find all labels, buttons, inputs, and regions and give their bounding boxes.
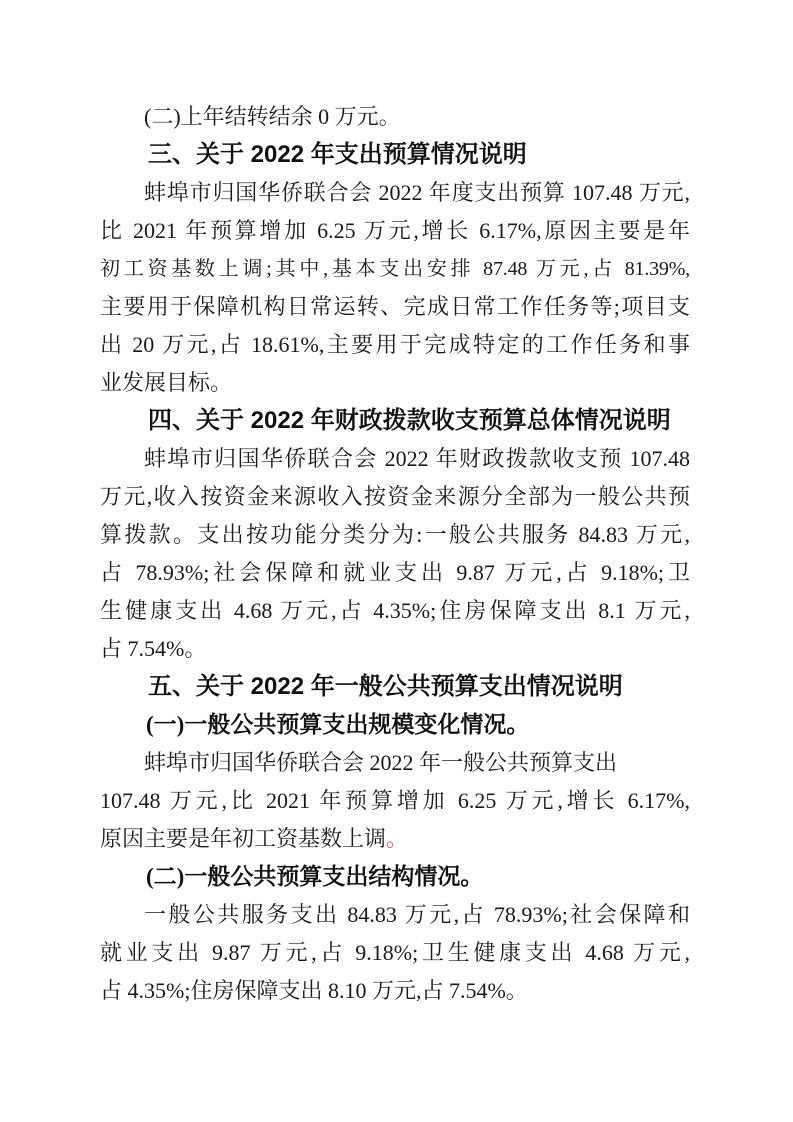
red-period-mark: 。 bbox=[386, 826, 409, 851]
section-heading-5-general-public-budget: 五、关于 2022 年一般公共预算支出情况说明 bbox=[148, 673, 623, 700]
paragraph-line: 万元,收入按资金来源收入按资金来源分全部为一般公共预 bbox=[100, 484, 690, 509]
paragraph-line: 就业支出 9.87 万元,占 9.18%;卫生健康支出 4.68 万元, bbox=[100, 940, 690, 965]
paragraph-line: 占 7.54%。 bbox=[100, 636, 207, 661]
section-heading-4-fiscal-appropriation: 四、关于 2022 年财政拨款收支预算总体情况说明 bbox=[148, 407, 671, 434]
paragraph-line: 蚌埠市归国华侨联合会 2022 年财政拨款收支预 107.48 bbox=[144, 446, 690, 471]
paragraph-line: 占 78.93%;社会保障和就业支出 9.87 万元,占 9.18%;卫 bbox=[100, 560, 690, 585]
paragraph-line: 业发展目标。 bbox=[100, 370, 233, 395]
section-heading-3-expenditure-budget: 三、关于 2022 年支出预算情况说明 bbox=[148, 141, 527, 168]
paragraph-line: 蚌埠市归国华侨联合会 2022 年一般公共预算支出 bbox=[144, 750, 618, 775]
paragraph-line-prior-year-carryover: (二)上年结转结余 0 万元。 bbox=[144, 104, 401, 129]
paragraph-line: 一般公共服务支出 84.83 万元,占 78.93%;社会保障和 bbox=[144, 902, 690, 927]
paragraph-text: 原因主要是年初工资基数上调 bbox=[100, 826, 387, 851]
paragraph-line: 算拨款。支出按功能分类分为:一般公共服务 84.83 万元, bbox=[100, 522, 690, 547]
paragraph-line-with-red-period bbox=[100, 820, 690, 858]
document-text-block bbox=[100, 98, 690, 1010]
paragraph-line: 生健康支出 4.68 万元,占 4.35%;住房保障支出 8.1 万元, bbox=[100, 598, 690, 623]
paragraph-line: 107.48 万元,比 2021 年预算增加 6.25 万元,增长 6.17%, bbox=[100, 788, 690, 813]
paragraph-line: 占 4.35%;住房保障支出 8.10 万元,占 7.54%。 bbox=[100, 978, 528, 1003]
paragraph-line: 初工资基数上调;其中,基本支出安排 87.48 万元,占 81.39%, bbox=[100, 258, 690, 280]
paragraph-line: 比 2021 年预算增加 6.25 万元,增长 6.17%,原因主要是年 bbox=[100, 218, 690, 243]
paragraph-line: 主要用于保障机构日常运转、完成日常工作任务等;项目支 bbox=[100, 294, 690, 319]
paragraph-line: 出 20 万元,占 18.61%,主要用于完成特定的工作任务和事 bbox=[100, 332, 690, 357]
paragraph-line: 蚌埠市归国华侨联合会 2022 年度支出预算 107.48 万元, bbox=[144, 180, 690, 205]
subsection-heading-2-structure: (二)一般公共预算支出结构情况。 bbox=[146, 864, 484, 889]
subsection-heading-1-scale-change: (一)一般公共预算支出规模变化情况。 bbox=[146, 712, 530, 737]
